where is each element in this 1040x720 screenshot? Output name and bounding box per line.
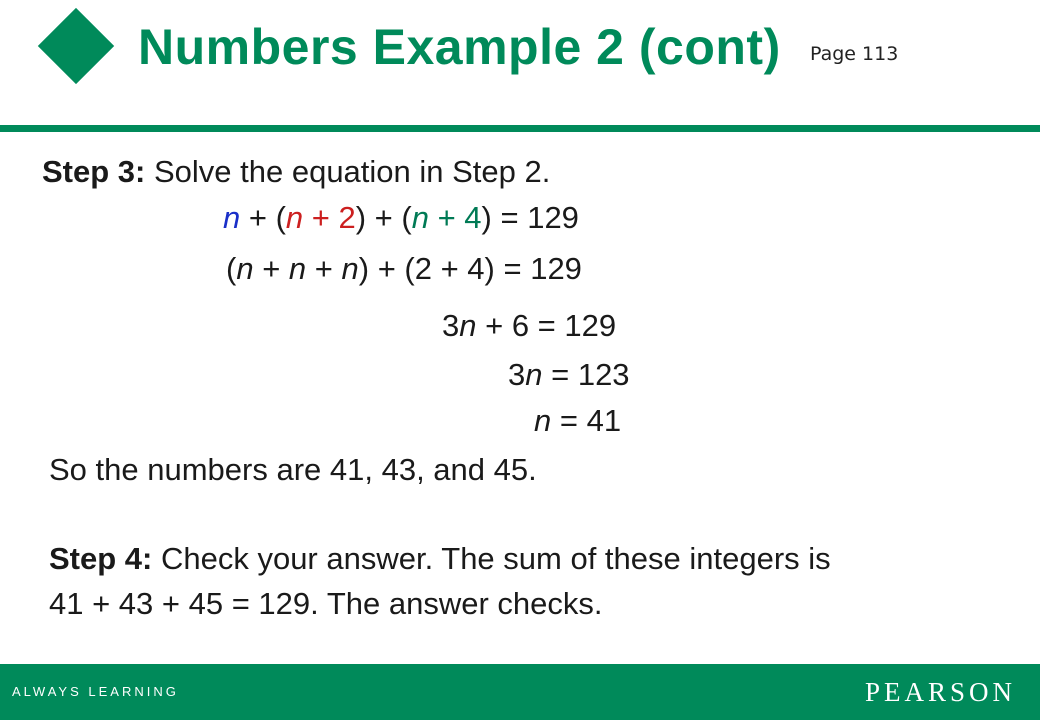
eq2-part: + <box>253 251 289 286</box>
conclusion-text: So the numbers are 41, 43, and 45. <box>49 452 537 487</box>
eq5-part: = 41 <box>551 403 622 438</box>
eq4-part: = 123 <box>542 357 630 392</box>
eq2-var-n: n <box>236 251 254 286</box>
page-reference: Page 113 <box>810 43 899 65</box>
eq1-plus-four: + 4 <box>428 200 482 235</box>
step3-line <box>42 154 550 190</box>
eq2-var-n: n <box>288 251 307 286</box>
diamond-bullet-icon <box>38 8 114 84</box>
footer-bar <box>0 664 1040 720</box>
eq4-part: 3 <box>508 357 526 392</box>
eq1-part: ) = 129 <box>481 200 579 235</box>
equation-line-1 <box>223 200 579 236</box>
equation-line-2 <box>226 251 582 287</box>
eq3-var-n: n <box>459 308 477 343</box>
header-divider <box>0 125 1040 132</box>
eq2-part: + <box>306 251 342 286</box>
eq3-part: + 6 = 129 <box>476 308 617 343</box>
slide-title: Numbers Example 2 (cont) <box>138 19 781 75</box>
eq1-plus-two: + 2 <box>303 200 356 235</box>
eq2-part: ) + (2 + 4) = 129 <box>358 251 582 286</box>
equation-line-4 <box>508 357 630 393</box>
eq1-var-n3: n <box>411 200 429 235</box>
step4-line-2: 41 + 43 + 45 = 129. The answer checks. <box>49 586 603 621</box>
equation-line-3 <box>442 308 616 344</box>
equation-line-5 <box>534 403 621 439</box>
eq4-var-n: n <box>525 357 543 392</box>
step4-text: Check your answer. The sum of these integers is <box>152 541 831 576</box>
eq2-var-n: n <box>341 251 359 286</box>
eq1-var-n1: n <box>223 200 241 235</box>
eq1-var-n2: n <box>285 200 304 235</box>
step3-label: Step 3: <box>42 154 146 189</box>
pearson-logo: PEARSON <box>864 677 1016 707</box>
step4-line-1 <box>49 541 831 577</box>
eq5-var-n: n <box>534 403 552 438</box>
step4-label: Step 4: <box>49 541 153 576</box>
eq2-part: ( <box>226 251 237 286</box>
footer-tagline: ALWAYS LEARNING <box>12 684 179 699</box>
eq3-part: 3 <box>442 308 460 343</box>
eq1-part: + ( <box>240 200 286 235</box>
eq1-part: ) + ( <box>355 200 412 235</box>
step3-text: Solve the equation in Step 2. <box>145 154 551 189</box>
